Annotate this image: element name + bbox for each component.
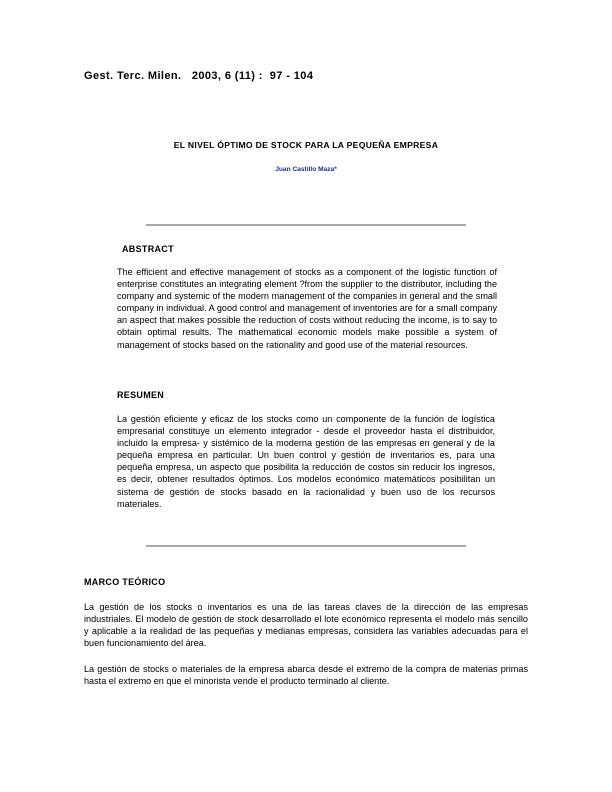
marco-teorico-paragraph: La gestión de los stocks o inventarios es una de las tareas claves de la dirección de las empresas industriales. El modelo de gestión de stock desarrollado el lote económico representa el modelo más sencillo y aplicable a la realidad de las pequeñas y medianas empresas, considera las variables adecuadas para el buen funcionamiento del área. [84, 602, 528, 649]
journal-citation-header: Gest. Terc. Milen. 2003, 6 (11) : 97 - 104 [84, 70, 314, 82]
paper-title: EL NIVEL ÓPTIMO DE STOCK PARA LA PEQUEÑA EMPRESA [173, 140, 439, 150]
paper-author: Juan Castillo Maza* [275, 166, 337, 173]
abstract-body: The efficient and effective management of stocks as a component of the logistic function of enterprise constitutes an integrating element ?from the supplier to the distributor, including the company and systemic of the modern management of the companies in general and the small company in individual. A good control and management of inventories are for a small company an aspect that makes possible the reduction of costs without reducing the income, is to say to obtain optimal results. The mathematical economic models make possible a system of management of stocks based on the rationality and good use of the material resources. [117, 267, 497, 350]
abstract-heading: ABSTRACT [122, 244, 174, 254]
marco-teorico-paragraph: La gestión de stocks o materiales de la empresa abarca desde el extremo de la compra de materias primas hasta el extremo en que el minorista vende el producto terminado al cliente. [84, 664, 528, 687]
resumen-heading: RESUMEN [117, 390, 165, 400]
divider-top [146, 224, 466, 226]
resumen-body: La gestión eficiente y eficaz de los stocks como un componente de la función de logística empresarial constituye un elemento integrador - desde el proveedor hasta el distribuidor, incluido la empresa- y sistémico de la moderna gestión de las empresas en general y de la pequeña empresa en particular. Un buen control y gestión de inventarios es, para una pequeña empresa, un aspecto que posibilita la reducción de costos sin reducir los ingresos, es decir, obtener resultados óptimos. Los modelos económico matemáticos posibilitan un sistema de gestión de stocks basado en la racionalidad y buen uso de los recursos materiales. [117, 414, 495, 509]
marco-teorico-heading: MARCO TEÓRICO [84, 577, 166, 587]
divider-bottom [146, 545, 466, 547]
